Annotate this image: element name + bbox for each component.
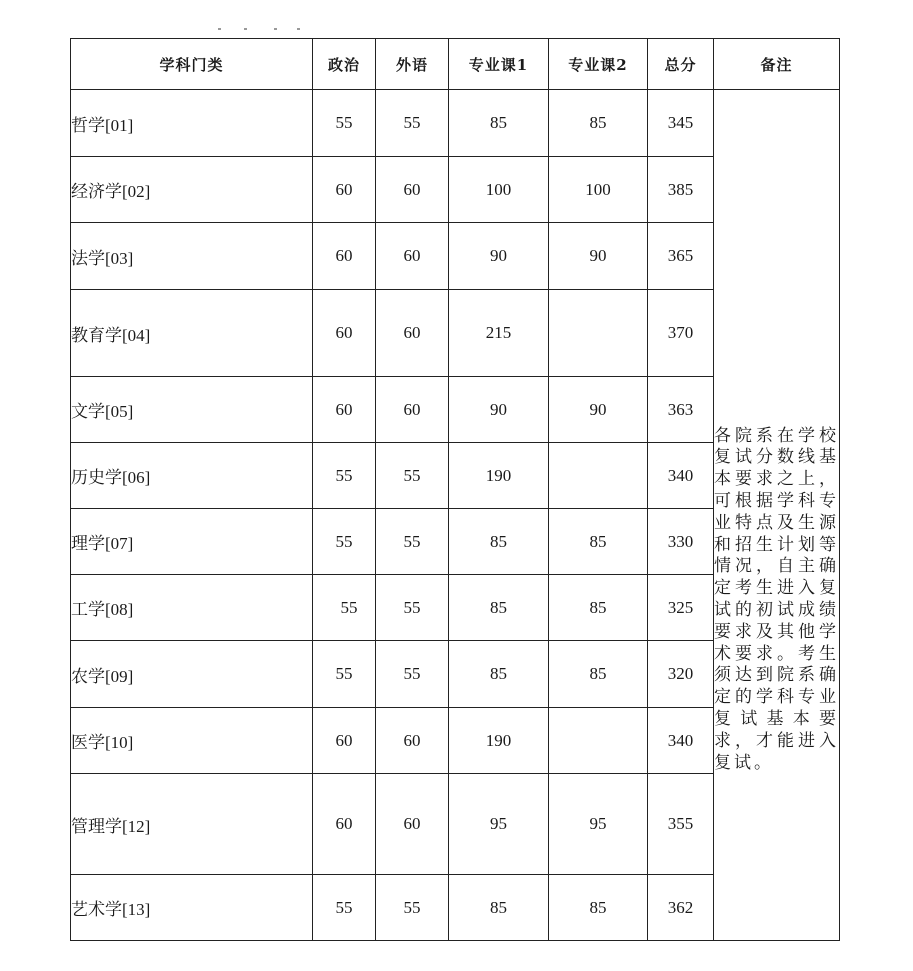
header-notes: 备注 [714, 39, 840, 90]
header-major2: 专业课2 [549, 39, 648, 90]
total-cell: 363 [648, 377, 714, 443]
subject-cell: 管理学[12] [71, 774, 313, 875]
foreign-language-cell: 60 [376, 223, 449, 290]
header-major1: 专业课1 [449, 39, 549, 90]
subject-cell: 农学[09] [71, 641, 313, 708]
politics-cell: 60 [313, 290, 376, 377]
major1-cell: 85 [449, 641, 549, 708]
notes-cell [714, 90, 840, 941]
major2-cell [549, 708, 648, 774]
politics-cell: 60 [313, 223, 376, 290]
header-subject: 学科门类 [71, 39, 313, 90]
scan-artifact [218, 28, 221, 30]
major2-cell: 95 [549, 774, 648, 875]
notes-text: 各院系在学校复试分数线基本要求之上，可根据学科专业特点及生源和招生计划等情况，自主确定考生进入复试的初试成绩要求及其他学术要求。考生须达到院系确定的学科专业复试基本要求，才能进入复试。 [714, 425, 839, 773]
total-cell: 365 [648, 223, 714, 290]
total-cell: 340 [648, 708, 714, 774]
foreign-language-cell: 60 [376, 774, 449, 875]
subject-cell: 历史学[06] [71, 443, 313, 509]
major1-cell: 85 [449, 575, 549, 641]
major1-cell: 85 [449, 90, 549, 157]
header-total: 总分 [648, 39, 714, 90]
major2-cell: 85 [549, 509, 648, 575]
foreign-language-cell: 60 [376, 290, 449, 377]
subject-cell: 经济学[02] [71, 157, 313, 223]
header-politics: 政治 [313, 39, 376, 90]
major1-cell: 215 [449, 290, 549, 377]
major1-cell: 190 [449, 708, 549, 774]
total-cell: 320 [648, 641, 714, 708]
politics-cell: 55 [313, 90, 376, 157]
foreign-language-cell: 55 [376, 443, 449, 509]
major2-cell: 90 [549, 223, 648, 290]
major2-cell [549, 443, 648, 509]
major1-cell: 95 [449, 774, 549, 875]
politics-cell: 55 [313, 575, 376, 641]
politics-cell: 60 [313, 157, 376, 223]
major1-cell: 85 [449, 509, 549, 575]
subject-cell: 艺术学[13] [71, 875, 313, 941]
foreign-language-cell: 55 [376, 875, 449, 941]
foreign-language-cell: 55 [376, 90, 449, 157]
total-cell: 340 [648, 443, 714, 509]
politics-cell: 60 [313, 774, 376, 875]
scan-artifact [274, 28, 277, 30]
header-row [71, 39, 840, 90]
major1-cell: 100 [449, 157, 549, 223]
total-cell: 385 [648, 157, 714, 223]
politics-cell: 55 [313, 875, 376, 941]
major2-cell: 85 [549, 641, 648, 708]
subject-cell: 文学[05] [71, 377, 313, 443]
foreign-language-cell: 55 [376, 575, 449, 641]
header-foreign-language: 外语 [376, 39, 449, 90]
subject-cell: 工学[08] [71, 575, 313, 641]
foreign-language-cell: 55 [376, 641, 449, 708]
politics-cell: 60 [313, 708, 376, 774]
politics-cell: 60 [313, 377, 376, 443]
subject-cell: 医学[10] [71, 708, 313, 774]
major2-cell: 85 [549, 90, 648, 157]
score-requirements-table [70, 38, 840, 941]
foreign-language-cell: 60 [376, 377, 449, 443]
foreign-language-cell: 60 [376, 157, 449, 223]
subject-cell: 教育学[04] [71, 290, 313, 377]
scan-artifact [244, 28, 247, 30]
politics-cell: 55 [313, 509, 376, 575]
total-cell: 370 [648, 290, 714, 377]
subject-cell: 法学[03] [71, 223, 313, 290]
major1-cell: 90 [449, 223, 549, 290]
total-cell: 325 [648, 575, 714, 641]
major1-cell: 190 [449, 443, 549, 509]
foreign-language-cell: 60 [376, 708, 449, 774]
major2-cell: 100 [549, 157, 648, 223]
politics-cell: 55 [313, 443, 376, 509]
table-row [71, 90, 840, 157]
subject-cell: 哲学[01] [71, 90, 313, 157]
major2-cell: 90 [549, 377, 648, 443]
major1-cell: 90 [449, 377, 549, 443]
total-cell: 355 [648, 774, 714, 875]
total-cell: 362 [648, 875, 714, 941]
major2-cell: 85 [549, 575, 648, 641]
foreign-language-cell: 55 [376, 509, 449, 575]
subject-cell: 理学[07] [71, 509, 313, 575]
total-cell: 330 [648, 509, 714, 575]
scan-artifact [297, 28, 300, 30]
total-cell: 345 [648, 90, 714, 157]
major1-cell: 85 [449, 875, 549, 941]
major2-cell: 85 [549, 875, 648, 941]
major2-cell [549, 290, 648, 377]
politics-cell: 55 [313, 641, 376, 708]
